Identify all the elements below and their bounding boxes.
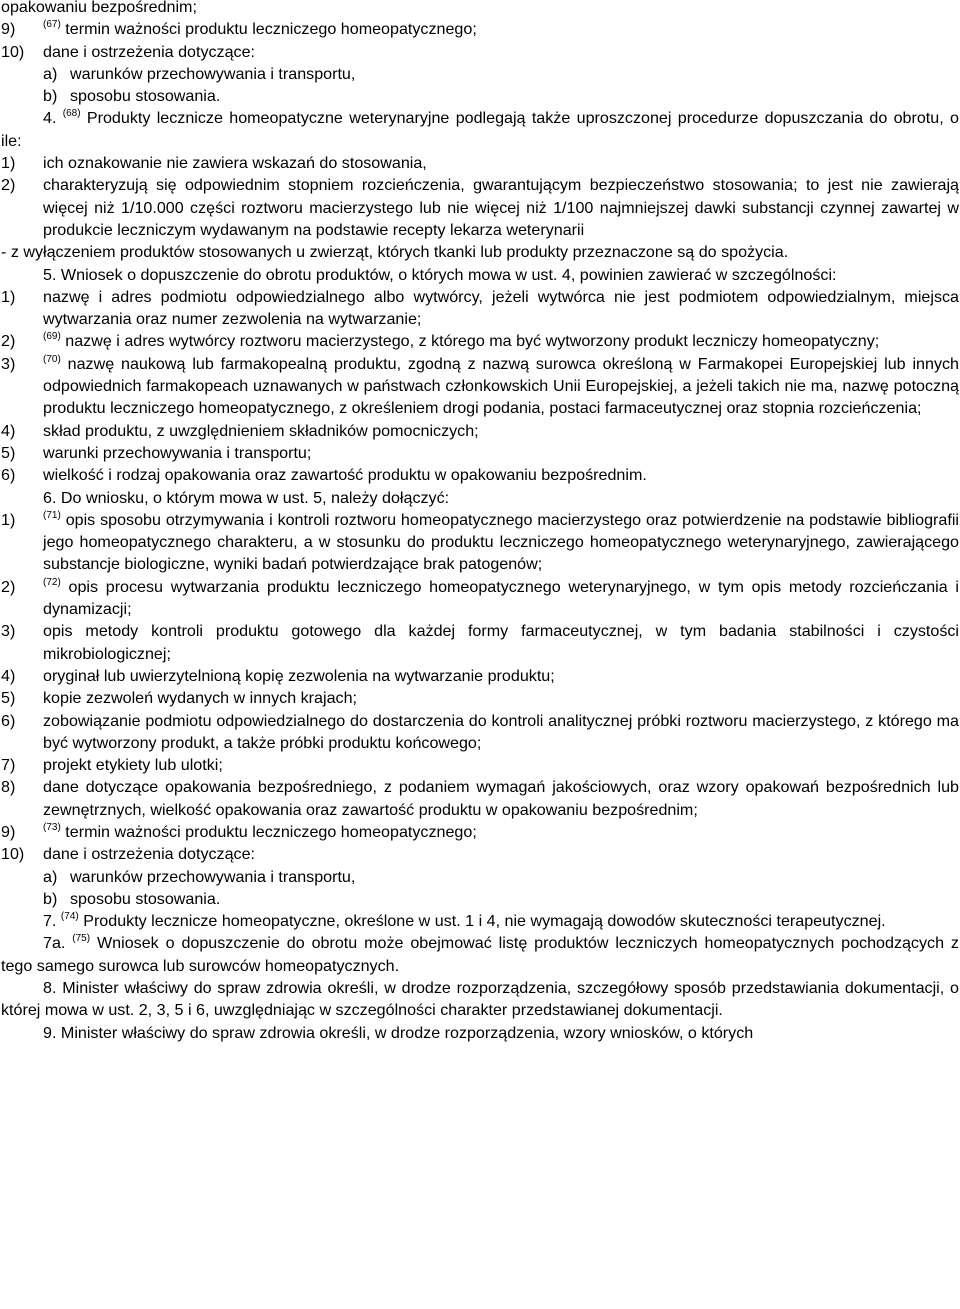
item-number: 3) — [1, 354, 16, 373]
list-item — [1, 620, 959, 665]
item-number: 1) — [1, 510, 16, 529]
item-number: 6) — [1, 711, 16, 730]
list-item — [1, 576, 959, 621]
item-text — [43, 353, 959, 420]
item-number: 4) — [1, 666, 16, 685]
item-number: 4) — [1, 421, 16, 440]
item-text: warunków przechowywania i transportu, — [70, 64, 356, 83]
paragraph-number: 7. — [43, 912, 57, 931]
item-number: 1) — [1, 287, 16, 306]
item-body: termin ważności produktu leczniczego homeopatycznego; — [65, 20, 477, 39]
item-text: dane i ostrzeżenia dotyczące: — [43, 845, 256, 864]
item-text: sposobu stosowania. — [70, 889, 221, 908]
item-number: 7) — [1, 756, 16, 775]
item-text — [43, 509, 959, 576]
footnote-ref: (70) — [43, 353, 61, 365]
item-text: dane i ostrzeżenia dotyczące: — [43, 42, 256, 61]
paragraph-text: Produkty lecznicze homeopatyczne, określone w ust. 1 i 4, nie wymagają dowodów skuteczności terapeutycznej. — [83, 912, 886, 931]
list-item — [1, 330, 959, 352]
item-number: 1) — [1, 154, 16, 173]
item-letter: a) — [43, 867, 58, 886]
item-text: oryginał lub uwierzytelnioną kopię zezwolenia na wytwarzanie produktu; — [43, 666, 555, 685]
item-number: 9) — [1, 822, 16, 841]
item-text: ich oznakowanie nie zawiera wskazań do stosowania, — [43, 154, 427, 173]
list-item — [1, 509, 959, 576]
item-number: 5) — [1, 443, 16, 462]
list-item — [1, 821, 959, 843]
list-item — [1, 152, 959, 174]
item-text: warunki przechowywania i transportu; — [43, 443, 312, 462]
paragraph-text: Wniosek o dopuszczenie do obrotu może obejmować listę produktów leczniczych homeopatycznych pochodzących z tego samego surowca lub surowców homeopatycznych. — [1, 934, 959, 975]
item-number: 3) — [1, 622, 16, 641]
list-item — [1, 843, 959, 865]
paragraph-number: 8. — [43, 979, 57, 998]
item-text: dane dotyczące opakowania bezpośredniego, z podaniem wymagań jakościowych, oraz wzory opakowań bezpośrednich lub zewnętrznych, wielkość opakowania oraz zawartość produktu w opakowaniu bezpośrednim; — [43, 778, 959, 819]
item-text: opis metody kontroli produktu gotowego dla każdej formy farmaceutycznej, w tym badania stabilności i czystości mikrobiologicznej; — [43, 622, 959, 663]
paragraph-7a — [1, 932, 959, 977]
item-text — [43, 576, 959, 621]
sub-item — [1, 866, 959, 888]
item-body: nazwę naukową lub farmakopealną produktu, zgodną z nazwą surowca określoną w Farmakopei Europejskiej lub innych odpowiednich farmakopeach uznawanych w państwach członkowskich Unii Europejskiej, a jeżeli takich nie ma, nazwę potoczną produktu leczniczego homeopatycznego, z określeniem drogi podania, postaci farmaceutycznej oraz stopnia rozcieńczenia; — [43, 354, 959, 418]
list-item — [1, 18, 959, 40]
item-text — [43, 18, 959, 40]
list-item — [1, 353, 959, 420]
paragraph-6 — [1, 487, 959, 509]
list-item — [1, 754, 959, 776]
footnote-ref: (68) — [62, 108, 81, 120]
item-number: 9) — [1, 20, 16, 39]
sub-item — [1, 85, 959, 107]
list-item — [1, 710, 959, 755]
footnote-ref: (69) — [43, 331, 61, 343]
item-letter: b) — [43, 889, 58, 908]
item-letter: b) — [43, 87, 58, 106]
item-body: opis sposobu otrzymywania i kontroli roztworu homeopatycznego macierzystego oraz potwierdzenie na podstawie bibliografii jego homeopatycznego charakteru, a w stosunku do produktu leczniczego homeopatycznego weterynaryjnego, zawierającego substancje biologiczne, wyniki badań potwierdzające brak patogenów; — [43, 510, 959, 574]
paragraph-8 — [1, 977, 959, 1022]
sub-item — [1, 888, 959, 910]
paragraph-text: Do wniosku, o którym mowa w ust. 5, należy dołączyć: — [60, 488, 450, 507]
list-item — [1, 776, 959, 821]
list-item — [1, 442, 959, 464]
paragraph-5 — [1, 264, 959, 286]
item-text: sposobu stosowania. — [70, 87, 221, 106]
paragraph-number: 7a. — [43, 934, 66, 953]
item-number: 5) — [1, 689, 16, 708]
list-item — [1, 286, 959, 331]
item-text: charakteryzują się odpowiednim stopniem rozcieńczenia, gwarantującym bezpieczeństwo stosowania; to jest nie zawierają więcej niż 1/10.000 części roztworu macierzystego lub nie więcej niż 1/100 najmniejszej dawki substancji czynnej zawartej w produkcie leczniczym wydawanym na podstawie recepty lekarza weterynarii — [43, 176, 959, 239]
item-text: projekt etykiety lub ulotki; — [43, 756, 223, 775]
paragraph-text: Minister właściwy do spraw zdrowia określi, w drodze rozporządzenia, szczegółowy sposób przedstawiania dokumentacji, o której mowa w ust. 2, 3, 5 i 6, uwzględniając w szczególności charakter przedstawianej dokumentacji. — [1, 979, 959, 1020]
item-text: wielkość i rodzaj opakowania oraz zawartość produktu w opakowaniu bezpośrednim. — [43, 466, 647, 485]
list-item — [1, 174, 959, 241]
list-item — [1, 420, 959, 442]
paragraph-number: 4. — [43, 109, 57, 128]
footnote-ref: (71) — [43, 509, 61, 521]
item-number: 6) — [1, 466, 16, 485]
item-body: termin ważności produktu leczniczego homeopatycznego; — [65, 822, 477, 841]
item-number: 8) — [1, 778, 16, 797]
item-text: warunków przechowywania i transportu, — [70, 867, 356, 886]
paragraph-9 — [1, 1022, 959, 1044]
sub-item — [1, 63, 959, 85]
item-body: nazwę i adres wytwórcy roztworu macierzystego, z którego ma być wytworzony produkt leczniczy homeopatyczny; — [65, 332, 880, 351]
item-letter: a) — [43, 64, 58, 83]
paragraph-4 — [1, 107, 959, 152]
item-text: skład produktu, z uwzględnieniem składników pomocniczych; — [43, 421, 479, 440]
footnote-ref: (72) — [43, 576, 61, 588]
list-item — [1, 464, 959, 486]
footnote-ref: (74) — [60, 911, 79, 923]
paragraph-7 — [1, 910, 959, 932]
paragraph-tail: - z wyłączeniem produktów stosowanych u zwierząt, których tkanki lub produkty przeznaczone są do spożycia. — [1, 243, 789, 262]
paragraph-number: 9. — [43, 1023, 57, 1042]
item-number: 2) — [1, 176, 16, 195]
item-number: 10) — [1, 845, 25, 864]
item-text — [43, 821, 959, 843]
footnote-ref: (75) — [72, 933, 91, 945]
paragraph-text: Minister właściwy do spraw zdrowia określi, w drodze rozporządzenia, wzory wniosków, o których — [60, 1023, 754, 1042]
footnote-ref: (73) — [43, 821, 61, 833]
item-number: 10) — [1, 42, 25, 61]
list-item — [1, 665, 959, 687]
paragraph-text: Wniosek o dopuszczenie do obrotu produktów, o których mowa w ust. 4, powinien zawierać w szczególności: — [60, 265, 837, 284]
list-item — [1, 687, 959, 709]
item-text: kopie zezwoleń wydanych w innych krajach; — [43, 689, 357, 708]
paragraph-number: 6. — [43, 488, 57, 507]
list-item — [1, 41, 959, 63]
item-number: 2) — [1, 577, 16, 596]
item-text: nazwę i adres podmiotu odpowiedzialnego albo wytwórcy, jeżeli wytwórca nie jest podmiotem odpowiedzialnym, miejsca wytwarzania oraz numer zezwolenia na wytwarzanie; — [43, 287, 959, 329]
continuation-line: opakowaniu bezpośrednim; — [1, 0, 197, 16]
item-number: 2) — [1, 332, 16, 351]
item-body: opis procesu wytwarzania produktu leczniczego homeopatycznego weterynaryjnego, w tym opis metody rozcieńczania i dynamizacji; — [43, 577, 959, 619]
paragraph-text: Produkty lecznicze homeopatyczne weterynaryjne podlegają także uproszczonej procedurze dopuszczania do obrotu, o ile: — [1, 109, 959, 150]
item-text: zobowiązanie podmiotu odpowiedzialnego do dostarczenia do kontroli analitycznej próbki roztworu macierzystego, z którego ma być wytworzony produkt, a także próbki produktu końcowego; — [43, 711, 959, 752]
footnote-ref: (67) — [43, 19, 61, 31]
paragraph-number: 5. — [43, 265, 57, 284]
item-text — [43, 330, 959, 352]
